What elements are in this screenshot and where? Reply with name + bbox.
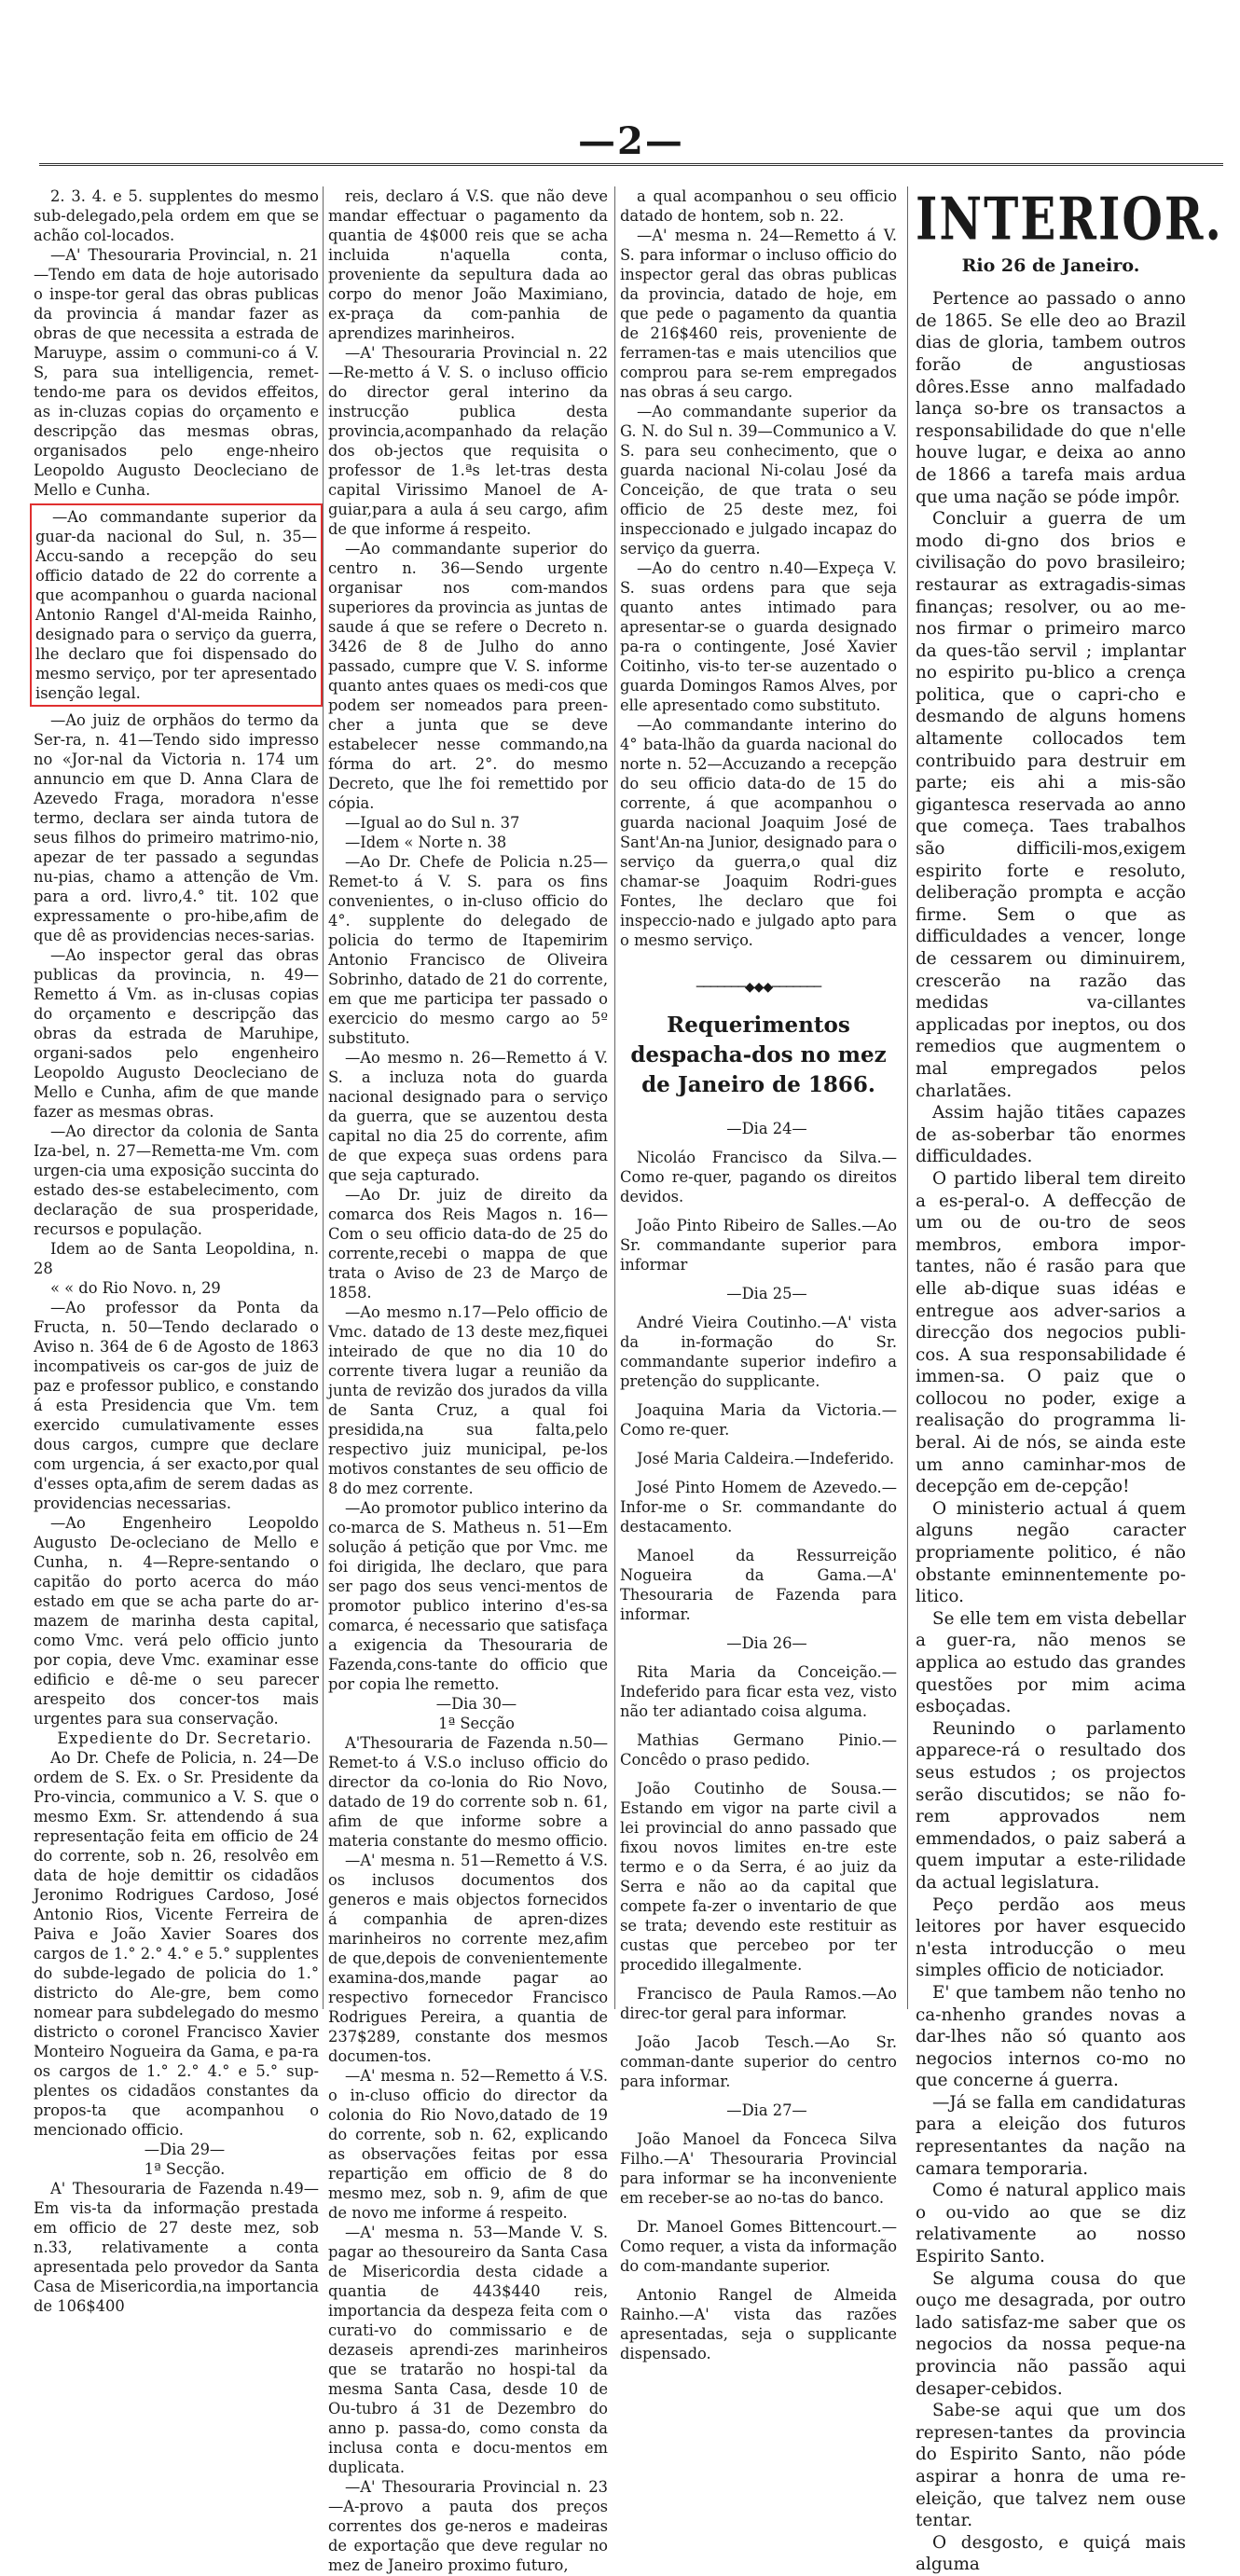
column-divider [614,186,615,2009]
day-heading: —Dia 24— [726,1120,807,1137]
dateline: Rio 26 de Janeiro. [961,255,1140,276]
page-number: —2— [578,119,684,163]
paragraph: —Ao mesmo n. 26—Remetto á V. S. a incluza nota do guarda nacional designado para o serviço da guerra, que se auzentou desta capital no dia 25 do corrente, afim de que expeça suas ordens para que seja capturado. [328,1049,608,1184]
section-heading: 1ª Secção [438,1715,515,1732]
paragraph: —A' Thesouraria Provincial, n. 21—Tendo em data de hoje autorisado o inspe-tor geral das obras publicas da provincia á mandar fazer as obras de que necessita a estrada de Maruype, assim o communi-co á V. S, para sua intelligencia, remet-tendo-me para os devidos effeitos, as in-cluzas copias do orçamento e descripção das mesmas obras, organisados pelo enge-nheiro Leopoldo Augusto Deocleciano de Mello e Cunha. [34,246,319,499]
paragraph: Antonio Rangel de Almeida Rainho.—A' vista das razões apresentadas, seja o supplicante dispensado. [620,2286,897,2362]
day-heading: —Dia 25— [726,1285,807,1302]
ornamental-divider: ───────◆◆◆─────── [696,980,821,995]
paragraph: —Idem « Norte n. 38 [345,833,507,851]
paragraph: —Ao Dr. juiz de direito da comarca dos Reis Magos n. 16—Com o seu officio data-do de 25 do corrente,recebi o mappa de que trata o Aviso de 23 de Março de 1858. [328,1186,608,1302]
paragraph: A'Thesouraria de Fazenda n.50—Remet-to á V.S.o incluso officio do director da co-lonia do Rio Novo, datado de 19 do corrente sob n. 61, afim de que informe sobre a materia constante do mesmo officio. [328,1734,608,1850]
paragraph: Peço perdão aos meus leitores por haver esquecido n'esta introducção o meu simples officio de noticiador. [916,1894,1186,1981]
column-divider [907,186,908,2009]
paragraph: —Ao professor da Ponta da Fructa, n. 50—Tendo declarado o Aviso n. 364 de 6 de Agosto de 1863 incompativeis os car-gos de juiz de paz e professor publico, e constando á esta Presidencia que Vm. tem exercido cumulativamente esses dous cargos, cumpre que declare com urgencia, á ser exacto,por qual d'esses opta,afim de serem dadas as providencias necessarias. [34,1299,319,1512]
column-divider [323,186,324,2009]
paragraph: André Vieira Coutinho.—A' vista da in-formação do Sr. commandante superior indefiro a pretenção do supplicante. [620,1314,897,1390]
paragraph: Rita Maria da Conceição.—Indeferido para ficar esta vez, visto não ter adiantado coisa alguma. [620,1663,897,1720]
paragraph: O partido liberal tem direito a es-peral-o. A deffecção de um ou de ou-tro de seos membros, embora impor-tantes, não é rasão para que elle ab-dique suas idéas e entregue aos adver-sarios a direcção dos negocios publi-cos. A sua responsabilidade é immen-sa. O paiz que o collocou no poder, exige a realisação do programma li-beral. Ai de nós, se ainda este um anno caminhar-mos de decepção em de-cepção! [916,1168,1186,1497]
paragraph: José Pinto Homem de Azevedo.—Infor-me o Sr. commandante do destacamento. [620,1479,897,1536]
paragraph: —Ao commandante superior da G. N. do Sul n. 39—Communico a V. S. para seu conhecimento, que o guarda nacional Ni-colau José da Conceição, de que trata o seu officio de 25 deste mez, foi inspeccionado e julgado incapaz do serviço da guerra. [620,403,897,558]
paragraph: —A' mesma n. 52—Remetto á V.S. o in-cluso officio do director da colonia do Rio Novo,datado de 19 do corrente, sob n. 62, explicando as observações feitas por essa repartição em officio de 8 do mesmo mez, sob n. 9, afim de que de novo me informe á respeito. [328,2067,608,2222]
paragraph: —A' mesma n. 51—Remetto á V.S. os inclusos documentos dos generos e mais objectos fornecidos á companhia de apren-dizes marinheiros no corrente mez,afim de que,depois de convenientemente examina-dos,mande pagar ao respectivo fornecedor Francisco Rodrigues Pereira, a quantia de 237$289, constante dos mesmos documen-tos. [328,1852,608,2065]
paragraph: a qual acompanhou o seu officio datado de hontem, sob n. 22. [620,187,897,225]
paragraph: —Ao commandante superior da guar-da nacional do Sul, n. 35—Accu-sando a recepção do seu officio datado de 22 do corrente a que acompanhou o guarda nacional Antonio Rangel d'Al-meida Rainho, designado para o serviço da guerra, lhe declaro que foi dispensado do mesmo serviço, por ter apresentado isenção legal. [35,508,317,702]
paragraph: —Ao commandante interino do 4° bata-lhão da guarda nacional do norte n. 52—Accuzando a recepção do seu officio data-do de 15 do corrente, á que acompanhou o guarda nacional Joaquim José de Sant'An-na Junior, designado para o serviço da guerra,o qual diz chamar-se Joaquim Rodri-gues Fontes, lhe declaro que foi inspeccio-nado e julgado apto para o mesmo serviço. [620,716,897,949]
day-heading: —Dia 27— [726,2101,807,2119]
paragraph: O ministerio actual á quem alguns negão caracter propriamente politico, é não obstante eminnentemente po-litico. [916,1498,1186,1607]
paragraph: Joaquina Maria da Victoria.—Como re-quer. [620,1401,897,1439]
highlighted-paragraph-box [30,503,323,707]
paragraph: João Coutinho de Sousa.—Estando em vigor na parte civil a lei provincial do anno passado que fixou novos limites en-tre este termo e o da Serra, é ao juiz da Serra e não ao da capital que compete fa-zer o inventario de que se trata; devendo este restituir as custas que percebeo por ter procedido illegalmente. [620,1780,897,1974]
paragraph: João Jacob Tesch.—Ao Sr. comman-dante superior do centro para informar. [620,2033,897,2090]
paragraph: E' que tambem não tenho no ca-nhenho grandes novas a dar-lhes não só quanto aos negocios internos co-mo no que concerne á guerra. [916,1982,1186,2091]
paragraph: Reunindo o parlamento apparece-rá o resultado dos seus estudos ; os projectos serão discutidos; se não fo-rem approvados nem emmendados, o paiz saberá a quem imputar a este-rilidade da actual legislatura. [916,1718,1186,1893]
section-heading: Expediente do Dr. Secretario. [57,1729,312,1747]
paragraph: —Igual ao do Sul n. 37 [345,814,520,832]
paragraph: João Manoel da Fonceca Silva Filho.—A' Thesouraria Provincial para informar se ha inconveniente em receber-se ao no-tas do banco. [620,2130,897,2207]
paragraph: José Maria Caldeira.—Indeferido. [637,1450,895,1467]
column-4 [916,184,1223,2575]
paragraph: —Ao director da colonia de Santa Iza-bel, n. 27—Remetta-me Vm. com urgen-cia uma exposição succinta do estado des-se estabelecimento, com declaração de sua prosperidade, recursos e população. [34,1123,319,1238]
paragraph: —Ao commandante superior do centro n. 36—Sendo urgente organisar nos com-mandos superiores da provincia as juntas de saude á que se refere o Decreto n. 3426 de 8 de Julho do anno passado, cumpre que V. S. informe quanto antes quaes os medi-cos que podem ser nomeados para preen-cher a junta que se deve estabelecer nesse commando,na fórma do art. 2°. do mesmo Decreto, que lhe foi remettido por cópia. [328,540,608,812]
paragraph: Pertence ao passado o anno de 1865. Se elle deo ao Brazil dias de gloria, tambem outros forão de angustiosas dôres.Esse anno malfadado lança so-bre os transactos a responsabilidade do que n'elle houve lugar, e deixa ao anno de 1866 a tarefa mais ardua que uma nação se póde impôr. [916,289,1186,507]
paragraph: Mathias Germano Pinio.—Concêdo o praso pedido. [620,1731,897,1769]
paragraph: Sabe-se aqui que um dos represen-tantes da provincia do Espirito Santo, não póde aspirar a honra de uma re-eleição, que talvez nem ouse tentar. [916,2401,1186,2531]
paragraph: João Pinto Ribeiro de Salles.—Ao Sr. commandante superior para informar [620,1217,897,1274]
header-rule [39,163,1223,166]
day-heading: —Dia 26— [726,1634,807,1652]
paragraph: —A' Thesouraria Provincial n. 22—Re-metto á V. S. o incluso officio do director geral interino da instrucção publica desta provincia,acompanhado da relação dos ob-jectos que requisita o professor de 1.ªs let-tras desta capital Virissimo Manoel de A-guiar,para a aula á seu cargo, afim de que informe á respeito. [328,344,608,538]
paragraph: « « do Rio Novo. n, 29 [50,1279,221,1297]
paragraph: —Ao promotor publico interino da co-marca de S. Matheus n. 51—Em solução á petição que por Vmc. me foi dirigida, lhe declaro, que para ser pago dos seus venci-mentos de promotor publico interino d'es-sa comarca, é necessario que satisfaça a exigencia da Thesouraria de Fazenda,cons-tante do officio que por copia lhe remetto. [328,1499,608,1693]
paragraph: A' Thesouraria de Fazenda n.49—Em vis-ta da informação prestada em officio de 27 deste mez, sob n.33, relativamente a conta apresentada pelo provedor da Santa Casa de Misericordia,na importancia de 106$400 [34,2180,319,2315]
paragraph: —Ao inspector geral das obras publicas da provincia, n. 49—Remetto á Vm. as in-clusas copias do orçamento e descripção das obras da estrada de Maruhipe, organi-sados pelo engenheiro Leopoldo Augusto Deocleciano de Mello e Cunha, afim de que mande fazer as mesmas obras. [34,946,319,1121]
paragraph: Manoel da Ressurreição Nogueira da Gama.—A' Thesouraria de Fazenda para informar. [620,1547,897,1623]
section-title: Requerimentos despacha-dos no mez de Janeiro de 1866. [630,1012,887,1097]
paragraph: —Já se falla em candidaturas para a eleição dos futuros representantes da nação na camara temporaria. [916,2092,1186,2179]
paragraph: 2. 3. 4. e 5. supplentes do mesmo sub-delegado,pela ordem em que se achão col-locados. [34,187,319,244]
paragraph: —Ao mesmo n.17—Pelo officio de Vmc. datado de 13 deste mez,fiquei inteirado de que no dia 10 do corrente tivera lugar a reunião da junta de revizão dos jurados da villa de Santa Cruz, a qual foi presidida,na sua falta,pelo respectivo juiz municipal, pe-los motivos constantes de seu officio de 8 do mez corrente. [328,1303,608,1497]
paragraph: Assim hajão titães capazes de as-soberbar tão enormes difficuldades. [916,1103,1186,1167]
day-heading: —Dia 29— [144,2141,226,2158]
paragraph: Se alguma cousa do que ouço me desagrada, por outro lado satisfaz-me saber que os negocios da nossa peque-na provincia não passão aqui desaper-cebidos. [916,2268,1186,2399]
day-heading: —Dia 30— [435,1695,517,1713]
paragraph: —A' mesma n. 53—Mande V. S. pagar ao thesoureiro da Santa Casa de Misericordia desta cidade a quantia de 443$440 reis, importancia da despeza feita com o curati-vo do commissario e de dezaseis aprendi-zes marinheiros que se tratarão no hospi-tal da mesma Santa Casa, desde 10 de Ou-tubro á 31 de Dezembro do anno p. passa-do, como consta da inclusa conta e docu-mentos em duplicata. [328,2224,608,2476]
paragraph: Concluir a guerra de um modo di-gno dos brios e civilisação do povo brasileiro; restaurar as extragadis-simas finanças; resolver, ou ao me-nos firmar o primeiro marco da ques-tão servil ; implantar no espirito pu-blico a crença politica, que o capri-cho e desmando de alguns homens altamente collocados tem contribuido para destruir em parte; eis ahi a mis-são gigantesca reservada ao anno que começa. Taes trabalhos são difficili-mos,exigem espirito forte e resoluto, deliberação prompta e acção firme. Sem o que as difficuldades a vencer, longe de cessarem ou diminuirem, crescerão na razão das medidas va-cillantes applicadas por ineptos, ou dos remedios que augmentem o mal empregados pelos charlatães. [916,509,1186,1101]
paragraph: Nicoláo Francisco da Silva.—Como re-quer, pagando os direitos devidos. [620,1149,897,1205]
section-heading: 1ª Secção. [144,2160,226,2178]
paragraph: —Ao juiz de orphãos do termo da Ser-ra, n. 41—Tendo sido impresso no «Jor-nal da Victoria n. 174 um annuncio em que D. Anna Clara de Azevedo Fraga, moradora n'esse termo, declara ser ainda tutora de seus filhos do primeiro matrimo-nio, apezar de ter passado a segundas nu-pias, chamo a attenção de Vm. para a ord. livro,4.° tit. 102 que expressamente o pro-hibe,afim de que dê as providencias neces-sarias. [34,711,319,944]
paragraph: Ao Dr. Chefe de Policia, n. 24—De ordem de S. Ex. o Sr. Presidente da Pro-vincia, communico a V. S. que o mesmo Exm. Sr. attendendo á sua representação feita em officio de 24 do corrente, sob n. 26, resolvêo em data de hoje demittir os cidadãos Jeronimo Rodrigues Cardoso, José Antonio Rios, Vicente Ferreira de Paiva e João Xavier Soares dos cargos de 1.° 2.° 4.° e 5.° supplentes do subde-legado de policia do 1.° districto do Ale-gre, bem como nomear para subdelegado do mesmo districto o coronel Francisco Xavier Monteiro Nogueira da Gama, e pa-ra os cargos de 1.° 2.° 4.° e 5.° sup-plentes os cidadãos constantes da propos-ta que acompanhou o mencionado officio. [34,1749,319,2139]
paragraph: —A' mesma n. 24—Remetto á V. S. para informar o incluso officio do inspector geral das obras publicas da provincia, datado de hoje, em que pede o pagamento da quantia de 216$460 reis, proveniente de ferramen-tas e mais utencilios que comprou para se-rem empregados nas obras á seu cargo. [620,227,897,401]
paragraph: Idem ao de Santa Leopoldina, n. 28 [34,1240,319,1277]
paragraph: Dr. Manoel Gomes Bittencourt.—Como requer, a vista da informação do com-mandante superior. [620,2218,897,2275]
column-1 [34,186,319,2315]
paragraph: reis, declaro á V.S. que não deve mandar effectuar o pagamento da quantia de 4$000 reis que se acha incluida n'aquella conta, proveniente da sepultura dada ao corpo do menor João Maximiano, ex-praça da com-panhia de aprendizes marinheiros. [328,187,608,342]
column-3 [620,186,897,2362]
paragraph: —A' Thesouraria Provincial n. 23—A-provo a pauta dos preços correntes dos ge-neros e madeiras de exportação que deve regular no mez de Janeiro proximo futuro, [328,2478,608,2574]
paragraph: —Ao do centro n.40—Expeça V. S. suas ordens para que seja quanto antes intimado para apresentar-se o guarda designado pa-ra o contingente, José Xavier Coitinho, vis-to ter-se auzentado o guarda Domingos Ramos Alves, por elle apresentado como substituto. [620,559,897,714]
paragraph: —Ao Dr. Chefe de Policia n.25—Remet-to á V. S. para os fins convenientes, o in-cluso officio do 4°. supplente do delegado de policia do termo de Itapemirim Antonio Francisco de Oliveira Sobrinho, datado de 21 do corrente, em que me participa ter passado o exercicio do mesmo cargo ao 5º substituto. [328,853,608,1047]
paragraph: Se elle tem em vista debellar a guer-ra, não menos se applica ao estudo das grandes questões por mim acima esboçadas. [916,1608,1186,1717]
paragraph: —Ao Engenheiro Leopoldo Augusto De-ocleciano de Mello e Cunha, n. 4—Repre-sentando o capitão do porto acerca do máo estado em que se acha parte do ar-mazem de marinha desta capital, como Vmc. verá pelo officio junto por copia, deve Vmc. examinar esse edificio e dê-me o seu parecer arespeito dos concer-tos mais urgentes para sua conservação. [34,1514,319,1728]
paragraph: Francisco de Paula Ramos.—Ao direc-tor geral para informar. [620,1985,897,2022]
section-title: INTERIOR. [916,184,1223,254]
paragraph: O desgosto, e quiçá mais alguma [916,2532,1186,2575]
paragraph: Como é natural applico mais o ou-vido ao que se diz relativamente ao nosso Espirito Santo. [916,2181,1186,2267]
column-2 [328,186,608,2574]
